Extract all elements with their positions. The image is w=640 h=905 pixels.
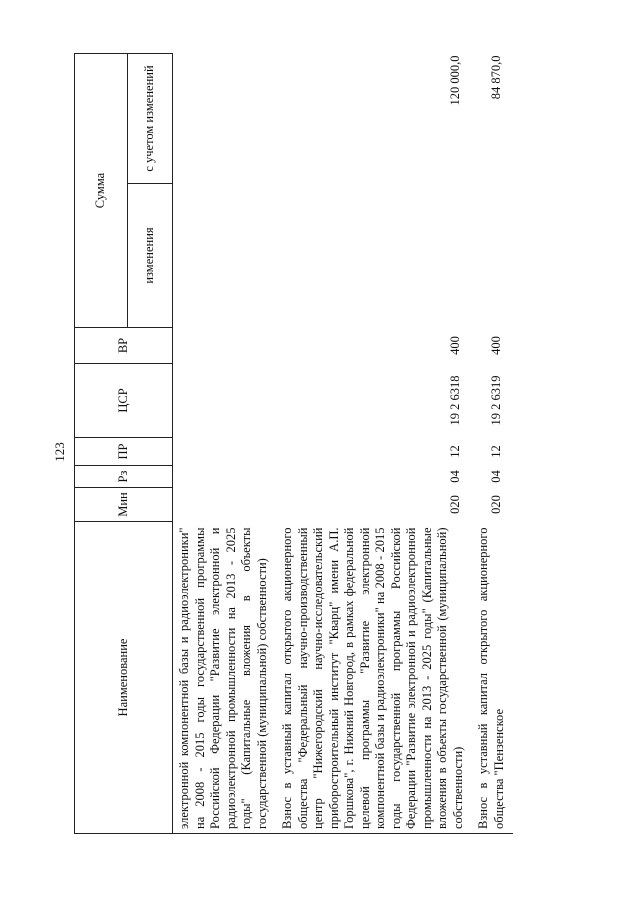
row-csr — [173, 364, 277, 438]
header-min: Мин — [75, 488, 173, 522]
header-sum: Сумма — [75, 54, 128, 328]
row-min — [173, 488, 277, 522]
table-row — [472, 54, 513, 834]
row-with-change — [173, 54, 277, 184]
row-pr — [173, 438, 277, 466]
row-pr: 12 — [448, 445, 462, 458]
row-min: 020 — [448, 495, 462, 514]
row-with-change: 120 000,0 — [448, 55, 462, 106]
header-csr: ЦСР — [75, 364, 173, 438]
row-vr: 400 — [489, 336, 503, 355]
row-name: Взнос в уставный капитал открытого акционерного общества "Пензенское — [472, 522, 513, 834]
header-pr: ПР — [75, 438, 173, 466]
row-vr: 400 — [448, 336, 462, 355]
row-name: электронной компонентной базы и радиоэлектроники" на 2008 - 2015 годы государственной программы Российской Федерации "Развитие электронной и радиоэлектронной промышленности на 2013 - 2025 годы" (Капитальные вложения в объекты государственной (муниципальной) собственности) — [173, 522, 277, 834]
row-rz: 04 — [448, 470, 462, 483]
row-rz — [173, 466, 277, 488]
table-row — [276, 54, 472, 834]
row-with-change: 84 870,0 — [489, 55, 503, 100]
row-pr: 12 — [489, 445, 503, 458]
header-name: Наименование — [75, 522, 173, 834]
row-name: Взнос в уставный капитал открытого акционерного общества "Федеральный научно-производственный центр "Нижегородский научно-исследовательский приборостроительный институт "Кварц" имени А.П. Горшкова", г. Нижний Новгород, в рамках федеральной целевой программы "Развитие электронной компонентной базы и радиоэлектроники" на 2008 - 2015 годы государственной программы Российской Федерации "Развитие электронной и радиоэлектронной промышленности на 2013 - 2025 годы" (Капитальные вложения в объекты государственной (муниципальной) собственности) — [276, 522, 472, 834]
header-vr: ВР — [75, 328, 173, 364]
budget-table — [74, 53, 513, 834]
header-with-change: с учетом изменений — [128, 54, 173, 184]
rotated-page — [74, 54, 594, 834]
row-change — [472, 184, 513, 328]
header-change: изменения — [128, 184, 173, 328]
row-min: 020 — [489, 495, 503, 514]
row-rz: 04 — [489, 470, 503, 483]
row-csr: 19 2 6319 — [489, 375, 503, 426]
row-change — [173, 184, 277, 328]
table-row — [173, 54, 277, 834]
row-vr — [173, 328, 277, 364]
header-rz: Рз — [75, 466, 173, 488]
row-change — [276, 184, 472, 328]
row-csr: 19 2 6318 — [448, 375, 462, 426]
page-number: 123 — [52, 442, 67, 462]
header-row — [75, 54, 128, 834]
